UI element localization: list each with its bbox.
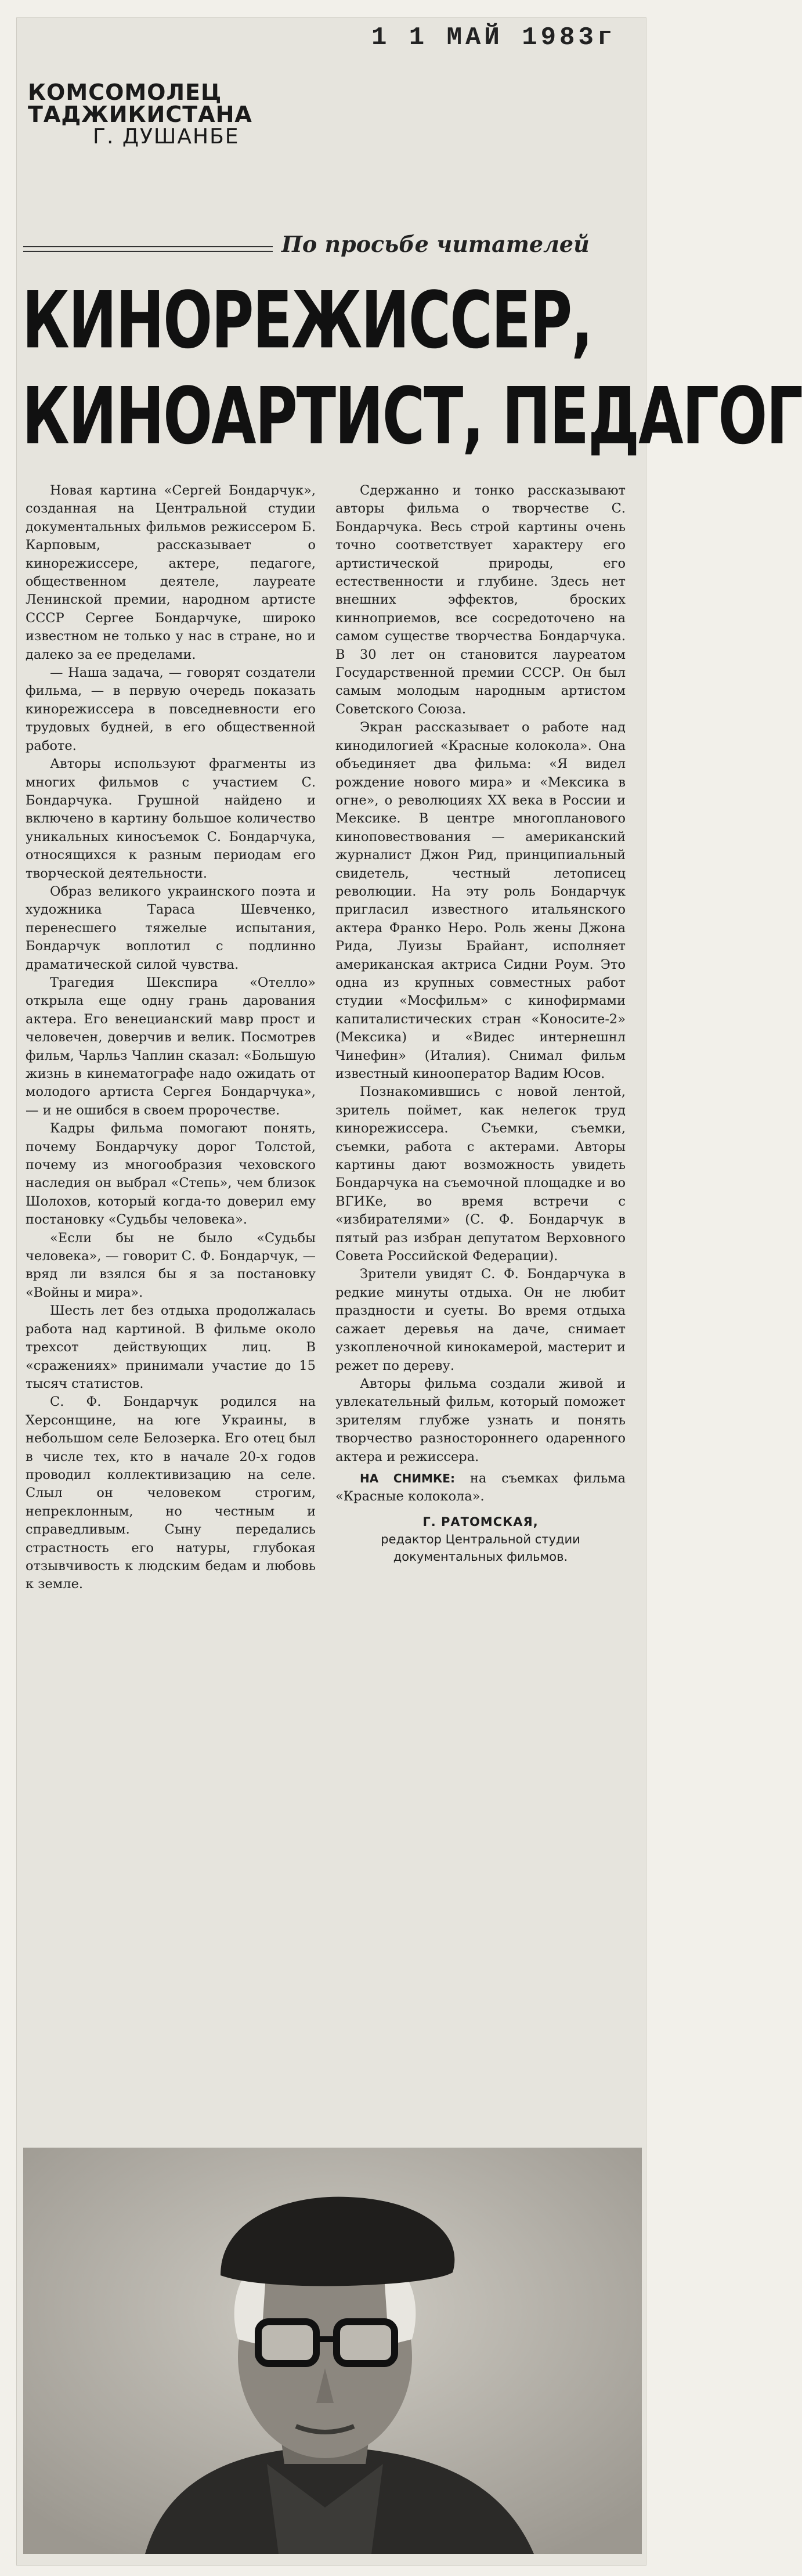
author-role: редактор Центральной студии документальных фильмов. [381,1532,580,1564]
newspaper-name: КОМСОМОЛЕЦ ТАДЖИКИСТАНА [28,80,252,127]
paragraph: Зрители увидят С. Ф. Бондарчука в редкие минуты отдыха. Он не любит праздности и суеты. Во время отдыха сажает деревья на даче, снимает узкопленочной кинокамерой, мастерит и режет по дереву. [335,1267,626,1373]
article-column-left [26,482,316,1594]
rubric: По просьбе читателей [281,231,590,257]
author-name: Г. РАТОМСКАЯ, [422,1514,539,1529]
headline-line-2: КИНОАРТИСТ, ПЕДАГОГ [22,370,802,462]
caption-label: НА СНИМКЕ: [360,1471,455,1485]
city-line: Г. ДУШАНБЕ [93,125,240,149]
paragraph: Экран рассказывает о работе над кинодилогией «Красные колокола». Она объединяет два фильма: «Я видел рождение нового мира» и «Мексика в огне», о революциях XX века в России и Мексике. В центре многопланового киноповествования — американский журналист Джон Рид, принципиальный свидетель, честный летописец революции. На эту роль Бондарчук пригласил известного итальянского актера Франко Неро. Роль жены Джона Рида, Луизы Брайант, исполняет американская актриса Сидни Роум. Это одна из крупных совместных работ студии «Мосфильм» с кинофирмами капиталистических стран «Коносите-2» (Мексика) и «Видес интернешнл Чинефин» (Италия). Снимал фильм известный кинооператор Вадим Юсов. [335,720,626,1081]
photo-caption [335,1470,626,1506]
paragraph: Сдержанно и тонко рассказывают авторы фильма о творчестве С. Бондарчука. Весь строй картины очень точно соответствует характеру его артистической природы, его естественности и глубине. Здесь нет внешних эффектов, броских кинноприемов, все сосредоточено на самом существе творчества Бондарчука. В 30 лет он становится лауреатом Государственной премии СССР. Он был самым молодым народным артистом Советского Союза. [335,483,626,717]
paragraph: Новая картина «Сергей Бондарчук», созданная на Центральной студии документальных фильмов режиссером Б. Карповым, рассказывает о кинорежиссере, актере, педагоге, общественном деятеле, лауреате Ленинской премии, народном артисте СССР Сергее Бондарчуке, широко известном не только у нас в стране, но и далеко за ее пределами. [26,483,316,662]
paragraph: Кадры фильма помогают понять, почему Бондарчуку дорог Толстой, почему из многообразия чеховского наследия он выбрал «Степь», чем близок Шолохов, который когда-то доверил ему постановку «Судьбы человека». [26,1121,316,1228]
paragraph: Трагедия Шекспира «Отелло» открыла еще одну грань дарования актера. Его венецианский мавр прост и человечен, доверчив и велик. Посмотрев фильм, Чарльз Чаплин сказал: «Большую жизнь в кинематографе надо ожидать от молодого артиста Сергея Бондарчука», — и не ошибся в своем пророчестве. [26,975,316,1118]
paragraph: Образ великого украинского поэта и художника Тараса Шевченко, перенесшего тяжелые испытания, Бондарчук воплотил с подлинно драматической силой чувства. [26,883,316,972]
portrait-photo [23,2148,642,2554]
paragraph: С. Ф. Бондарчук родился на Херсонщине, на юге Украины, в небольшом селе Белозерка. Его отец был в числе тех, кто в начале 20-х годов проводил коллективизацию на селе. Слыл он человеком строгим, непреклонным, но честным и справедливым. Сыну передались страстность его натуры, глубокая отзывчивость к людским бедам и любовь к земле. [26,1394,316,1592]
date-stamp: 1 1 МАЙ 1983г [371,23,616,52]
headline-line-1: КИНОРЕЖИССЕР, [22,274,593,366]
caption-text: на съемках фильма «Красные колокола». [335,1470,626,1505]
paragraph: «Если бы не было «Судьбы человека», — говорит С. Ф. Бондарчук, — вряд ли взялся бы я за постановку «Войны и мира». [26,1230,316,1300]
byline [335,1513,626,1565]
paragraph: Авторы фильма создали живой и увлекательный фильм, который поможет зрителям глубже узнать и понять творчество разностороннего одаренного актера и режиссера. [335,1376,626,1464]
article-column-right [335,482,626,1565]
portrait-image [23,2148,642,2554]
paragraph: Познакомившись с новой лентой, зритель поймет, как нелегок труд кинорежиссера. Съемки, съемки, съемки, работа с актерами. Авторы картины дают возможность увидеть Бондарчука на съемочной площадке и во ВГИКе, во время встречи с «избирателями» (С. Ф. Бондарчук в пятый раз избран депутатом Верховного Совета Российской Федерации). [335,1084,626,1264]
paragraph: — Наша задача, — говорят создатели фильма, — в первую очередь показать кинорежиссера в повседневности его трудовых будней, в его общественной работе. [26,665,316,753]
rubric-rule [23,246,273,252]
paragraph: Авторы используют фрагменты из многих фильмов с участием С. Бондарчука. Грушной найдено и включено в картину большое количество уникальных киносъемок С. Бондарчука, относящихся к разным периодам его творческой деятельности. [26,756,316,881]
paragraph: Шесть лет без отдыха продолжалась работа над картиной. В фильме около трехсот действующих лиц. В «сражениях» принимали участие до 15 тысяч статистов. [26,1303,316,1391]
